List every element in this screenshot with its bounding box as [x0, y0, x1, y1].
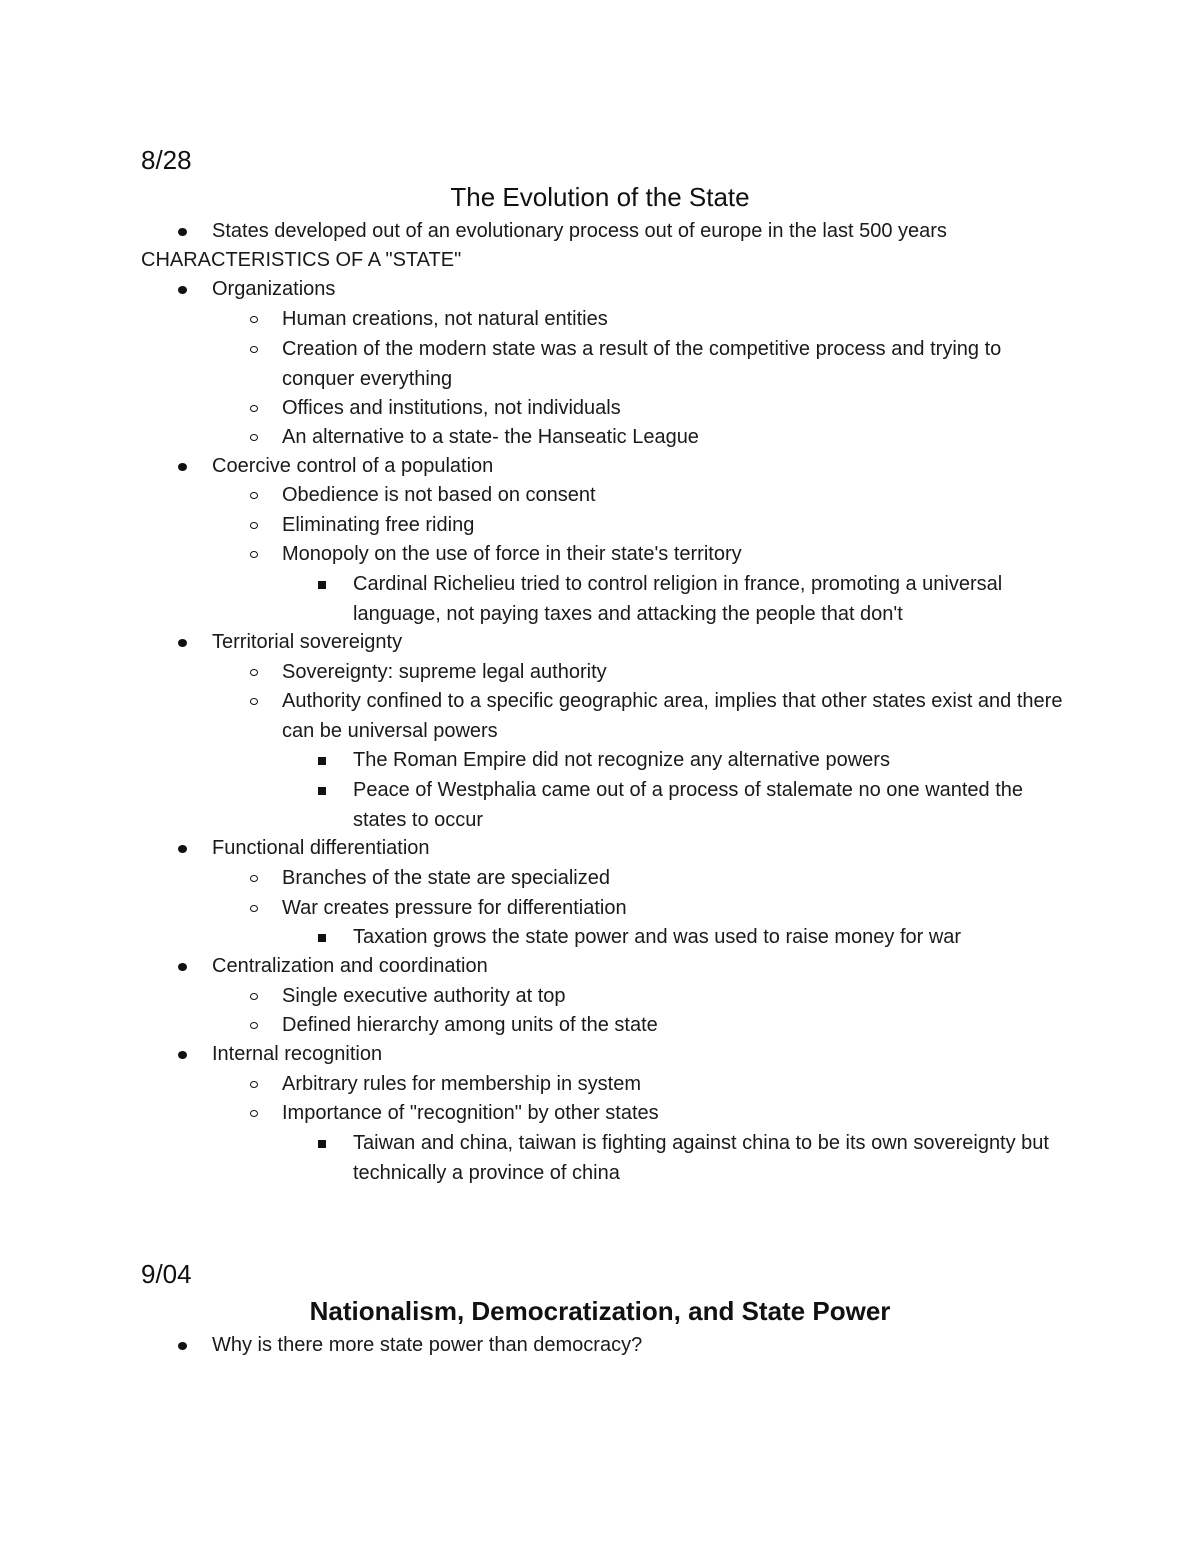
date-heading-2: 9/04	[141, 1259, 192, 1289]
characteristics-heading: CHARACTERISTICS OF A "STATE"	[141, 249, 462, 271]
list-item: Authority confined to a specific geographic area, implies that other states exist and there can be universal powers	[282, 687, 1072, 746]
list-item: Defined hierarchy among units of the state	[282, 1011, 1072, 1041]
list-item: Single executive authority at top	[282, 982, 1072, 1012]
hollow-bullet-icon	[250, 316, 258, 323]
square-bullet-icon	[318, 581, 326, 589]
square-bullet-icon	[318, 934, 326, 942]
list-item: Peace of Westphalia came out of a process of stalemate no one wanted the states to occur	[353, 776, 1073, 835]
hollow-bullet-icon	[250, 492, 258, 499]
list-item: Monopoly on the use of force in their state's territory	[282, 540, 1072, 570]
filled-bullet-icon	[178, 286, 187, 294]
list-item: Creation of the modern state was a result of the competitive process and trying to conquer everything	[282, 335, 1072, 394]
list-item: Human creations, not natural entities	[282, 305, 1072, 335]
hollow-bullet-icon	[250, 346, 258, 353]
filled-bullet-icon	[178, 639, 187, 647]
list-item: Importance of "recognition" by other states	[282, 1099, 1072, 1129]
filled-bullet-icon	[178, 1051, 187, 1059]
hollow-bullet-icon	[250, 522, 258, 529]
section-title-2: Nationalism, Democratization, and State Power	[309, 1296, 891, 1326]
list-item: Organizations	[212, 275, 1112, 305]
list-item: Functional differentiation	[212, 834, 1112, 864]
list-item: Sovereignty: supreme legal authority	[282, 658, 1072, 688]
list-item: Territorial sovereignty	[212, 628, 1112, 658]
list-item: An alternative to a state- the Hanseatic League	[282, 423, 1072, 453]
hollow-bullet-icon	[250, 993, 258, 1000]
square-bullet-icon	[318, 1140, 326, 1148]
hollow-bullet-icon	[250, 669, 258, 676]
hollow-bullet-icon	[250, 698, 258, 705]
list-item: Coercive control of a population	[212, 452, 1112, 482]
hollow-bullet-icon	[250, 1081, 258, 1088]
filled-bullet-icon	[178, 963, 187, 971]
hollow-bullet-icon	[250, 1022, 258, 1029]
square-bullet-icon	[318, 757, 326, 765]
hollow-bullet-icon	[250, 905, 258, 912]
filled-bullet-icon	[178, 228, 187, 236]
filled-bullet-icon	[178, 463, 187, 471]
list-item: The Roman Empire did not recognize any alternative powers	[353, 746, 1073, 776]
section-title-1: The Evolution of the State	[450, 182, 750, 212]
filled-bullet-icon	[178, 1342, 187, 1350]
hollow-bullet-icon	[250, 1110, 258, 1117]
hollow-bullet-icon	[250, 405, 258, 412]
list-item: Arbitrary rules for membership in system	[282, 1070, 1072, 1100]
filled-bullet-icon	[178, 845, 187, 853]
list-item: Taiwan and china, taiwan is fighting against china to be its own sovereignty but technically a province of china	[353, 1129, 1073, 1188]
list-item: Internal recognition	[212, 1040, 1112, 1070]
list-item: War creates pressure for differentiation	[282, 894, 1072, 924]
list-item: States developed out of an evolutionary process out of europe in the last 500 years	[212, 217, 1112, 247]
list-item: Taxation grows the state power and was used to raise money for war	[353, 923, 1073, 953]
list-item: Why is there more state power than democracy?	[212, 1331, 1112, 1361]
list-item: Offices and institutions, not individuals	[282, 394, 1072, 424]
list-item: Branches of the state are specialized	[282, 864, 1072, 894]
hollow-bullet-icon	[250, 875, 258, 882]
list-item: Obedience is not based on consent	[282, 481, 1072, 511]
list-item: Cardinal Richelieu tried to control religion in france, promoting a universal language, not paying taxes and attacking the people that don't	[353, 570, 1073, 629]
hollow-bullet-icon	[250, 434, 258, 441]
date-heading-1: 8/28	[141, 145, 192, 175]
square-bullet-icon	[318, 787, 326, 795]
list-item: Centralization and coordination	[212, 952, 1112, 982]
hollow-bullet-icon	[250, 551, 258, 558]
list-item: Eliminating free riding	[282, 511, 1072, 541]
